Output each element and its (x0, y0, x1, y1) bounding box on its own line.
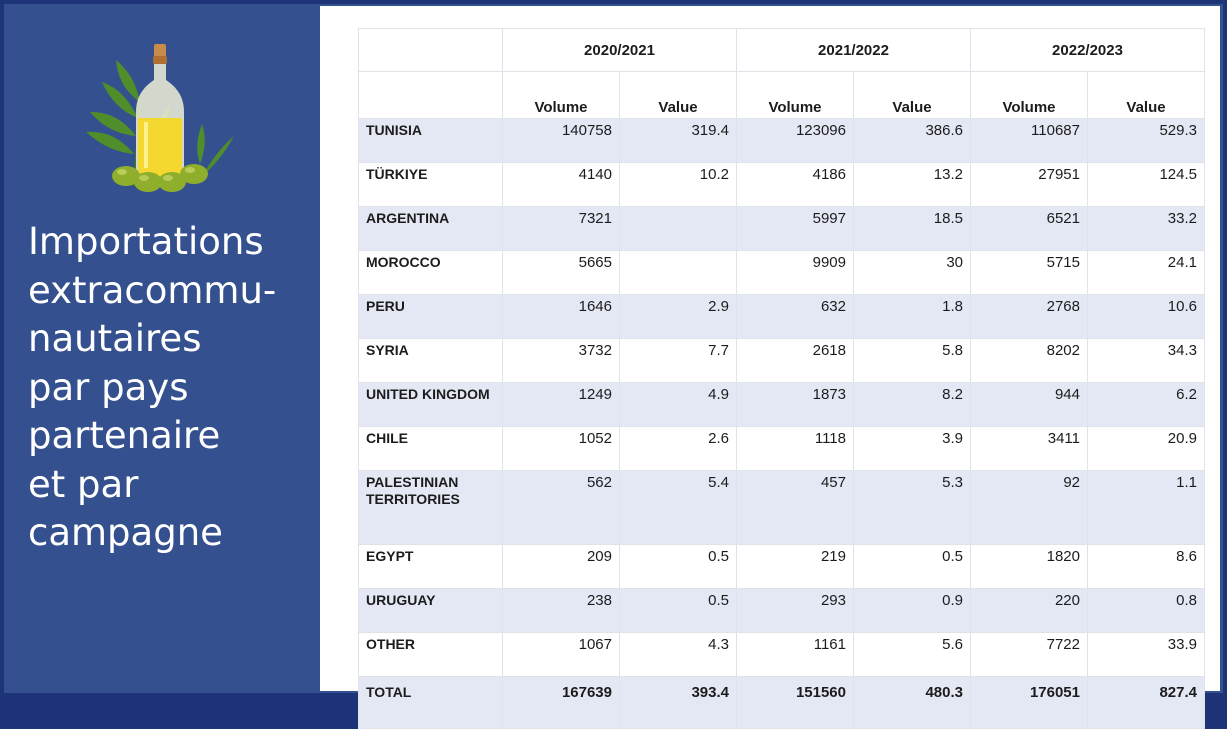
value-cell: 1.8 (854, 295, 971, 339)
value-cell: 3.9 (854, 427, 971, 471)
value-cell: 4.3 (620, 633, 737, 677)
table-row (359, 295, 1205, 339)
volume-cell: 219 (737, 545, 854, 589)
olive-oil-bottle-icon (74, 36, 244, 201)
volume-cell: 140758 (503, 119, 620, 163)
country-cell: PALESTINIAN TERRITORIES (359, 471, 503, 545)
value-cell: 2.9 (620, 295, 737, 339)
total-volume-cell: 151560 (737, 677, 854, 729)
value-cell: 13.2 (854, 163, 971, 207)
volume-cell: 1249 (503, 383, 620, 427)
volume-cell: 220 (971, 589, 1088, 633)
imports-table (358, 28, 1205, 729)
volume-cell: 110687 (971, 119, 1088, 163)
volume-cell: 238 (503, 589, 620, 633)
volume-cell: 5997 (737, 207, 854, 251)
year-header: 2021/2022 (737, 29, 971, 72)
volume-cell: 123096 (737, 119, 854, 163)
volume-cell: 5715 (971, 251, 1088, 295)
value-cell: 10.2 (620, 163, 737, 207)
title-line: nautaires (28, 317, 202, 360)
volume-cell: 92 (971, 471, 1088, 545)
value-cell: 5.4 (620, 471, 737, 545)
value-cell: 6.2 (1088, 383, 1205, 427)
volume-cell: 7722 (971, 633, 1088, 677)
total-value-cell: 480.3 (854, 677, 971, 729)
value-cell: 124.5 (1088, 163, 1205, 207)
table-row (359, 589, 1205, 633)
value-cell: 5.3 (854, 471, 971, 545)
volume-cell: 3411 (971, 427, 1088, 471)
volume-cell: 1161 (737, 633, 854, 677)
volume-cell: 6521 (971, 207, 1088, 251)
country-cell: PERU (359, 295, 503, 339)
volume-cell: 1067 (503, 633, 620, 677)
volume-cell: 293 (737, 589, 854, 633)
country-cell: CHILE (359, 427, 503, 471)
volume-cell: 1052 (503, 427, 620, 471)
table-row (359, 339, 1205, 383)
volume-cell: 1873 (737, 383, 854, 427)
table-row (359, 383, 1205, 427)
volume-cell: 2768 (971, 295, 1088, 339)
column-header: Value (620, 72, 737, 119)
volume-cell: 9909 (737, 251, 854, 295)
value-cell: 8.2 (854, 383, 971, 427)
volume-cell: 1118 (737, 427, 854, 471)
country-cell: EGYPT (359, 545, 503, 589)
sidebar (4, 4, 320, 693)
country-cell: UNITED KINGDOM (359, 383, 503, 427)
value-cell: 529.3 (1088, 119, 1205, 163)
value-cell: 33.9 (1088, 633, 1205, 677)
title-line: Importations (28, 220, 264, 263)
title-line: partenaire (28, 414, 221, 457)
value-cell: 8.6 (1088, 545, 1205, 589)
country-cell: OTHER (359, 633, 503, 677)
value-cell: 33.2 (1088, 207, 1205, 251)
country-cell: MOROCCO (359, 251, 503, 295)
country-cell: TÜRKIYE (359, 163, 503, 207)
volume-cell: 5665 (503, 251, 620, 295)
value-cell (620, 251, 737, 295)
title-line: extracommu- (28, 268, 277, 312)
volume-cell: 8202 (971, 339, 1088, 383)
volume-cell: 457 (737, 471, 854, 545)
volume-cell: 7321 (503, 207, 620, 251)
table-panel (320, 6, 1220, 701)
value-cell: 30 (854, 251, 971, 295)
title-line: par pays (28, 365, 189, 409)
value-cell: 24.1 (1088, 251, 1205, 295)
table-row (359, 119, 1205, 163)
country-cell: URUGUAY (359, 589, 503, 633)
volume-cell: 27951 (971, 163, 1088, 207)
year-header: 2020/2021 (503, 29, 737, 72)
value-cell: 0.8 (1088, 589, 1205, 633)
value-cell: 386.6 (854, 119, 971, 163)
table-row (359, 427, 1205, 471)
value-cell: 319.4 (620, 119, 737, 163)
country-cell: TUNISIA (359, 119, 503, 163)
country-cell: ARGENTINA (359, 207, 503, 251)
volume-cell: 2618 (737, 339, 854, 383)
column-header: Volume (971, 72, 1088, 119)
value-cell: 2.6 (620, 427, 737, 471)
table-body (359, 119, 1205, 729)
table-row (359, 471, 1205, 545)
value-cell: 5.6 (854, 633, 971, 677)
value-cell: 5.8 (854, 339, 971, 383)
column-header: Value (1088, 72, 1205, 119)
total-volume-cell: 176051 (971, 677, 1088, 729)
page-frame (4, 4, 1223, 701)
table-row (359, 207, 1205, 251)
volume-cell: 1820 (971, 545, 1088, 589)
total-volume-cell: 167639 (503, 677, 620, 729)
volume-cell: 944 (971, 383, 1088, 427)
value-cell: 0.5 (620, 589, 737, 633)
value-cell: 4.9 (620, 383, 737, 427)
value-cell (620, 207, 737, 251)
country-cell: SYRIA (359, 339, 503, 383)
volume-cell: 562 (503, 471, 620, 545)
value-cell: 7.7 (620, 339, 737, 383)
value-cell: 0.9 (854, 589, 971, 633)
title-line: campagne (28, 511, 223, 554)
volume-cell: 632 (737, 295, 854, 339)
title-line: et par (28, 462, 139, 506)
volume-cell: 4140 (503, 163, 620, 207)
page-title (28, 218, 314, 558)
volume-cell: 209 (503, 545, 620, 589)
value-cell: 1.1 (1088, 471, 1205, 545)
total-row (359, 677, 1205, 729)
value-cell: 18.5 (854, 207, 971, 251)
table-row (359, 163, 1205, 207)
volume-cell: 3732 (503, 339, 620, 383)
total-value-cell: 827.4 (1088, 677, 1205, 729)
value-cell: 0.5 (620, 545, 737, 589)
total-value-cell: 393.4 (620, 677, 737, 729)
subheader-blank (359, 72, 503, 119)
table-row (359, 633, 1205, 677)
column-header: Value (854, 72, 971, 119)
volume-cell: 4186 (737, 163, 854, 207)
value-cell: 10.6 (1088, 295, 1205, 339)
column-header: Volume (503, 72, 620, 119)
value-cell: 20.9 (1088, 427, 1205, 471)
table-row (359, 251, 1205, 295)
year-header: 2022/2023 (971, 29, 1205, 72)
value-cell: 34.3 (1088, 339, 1205, 383)
total-label: TOTAL (359, 677, 503, 729)
value-cell: 0.5 (854, 545, 971, 589)
volume-cell: 1646 (503, 295, 620, 339)
header-corner (359, 29, 503, 72)
table-row (359, 545, 1205, 589)
column-header: Volume (737, 72, 854, 119)
